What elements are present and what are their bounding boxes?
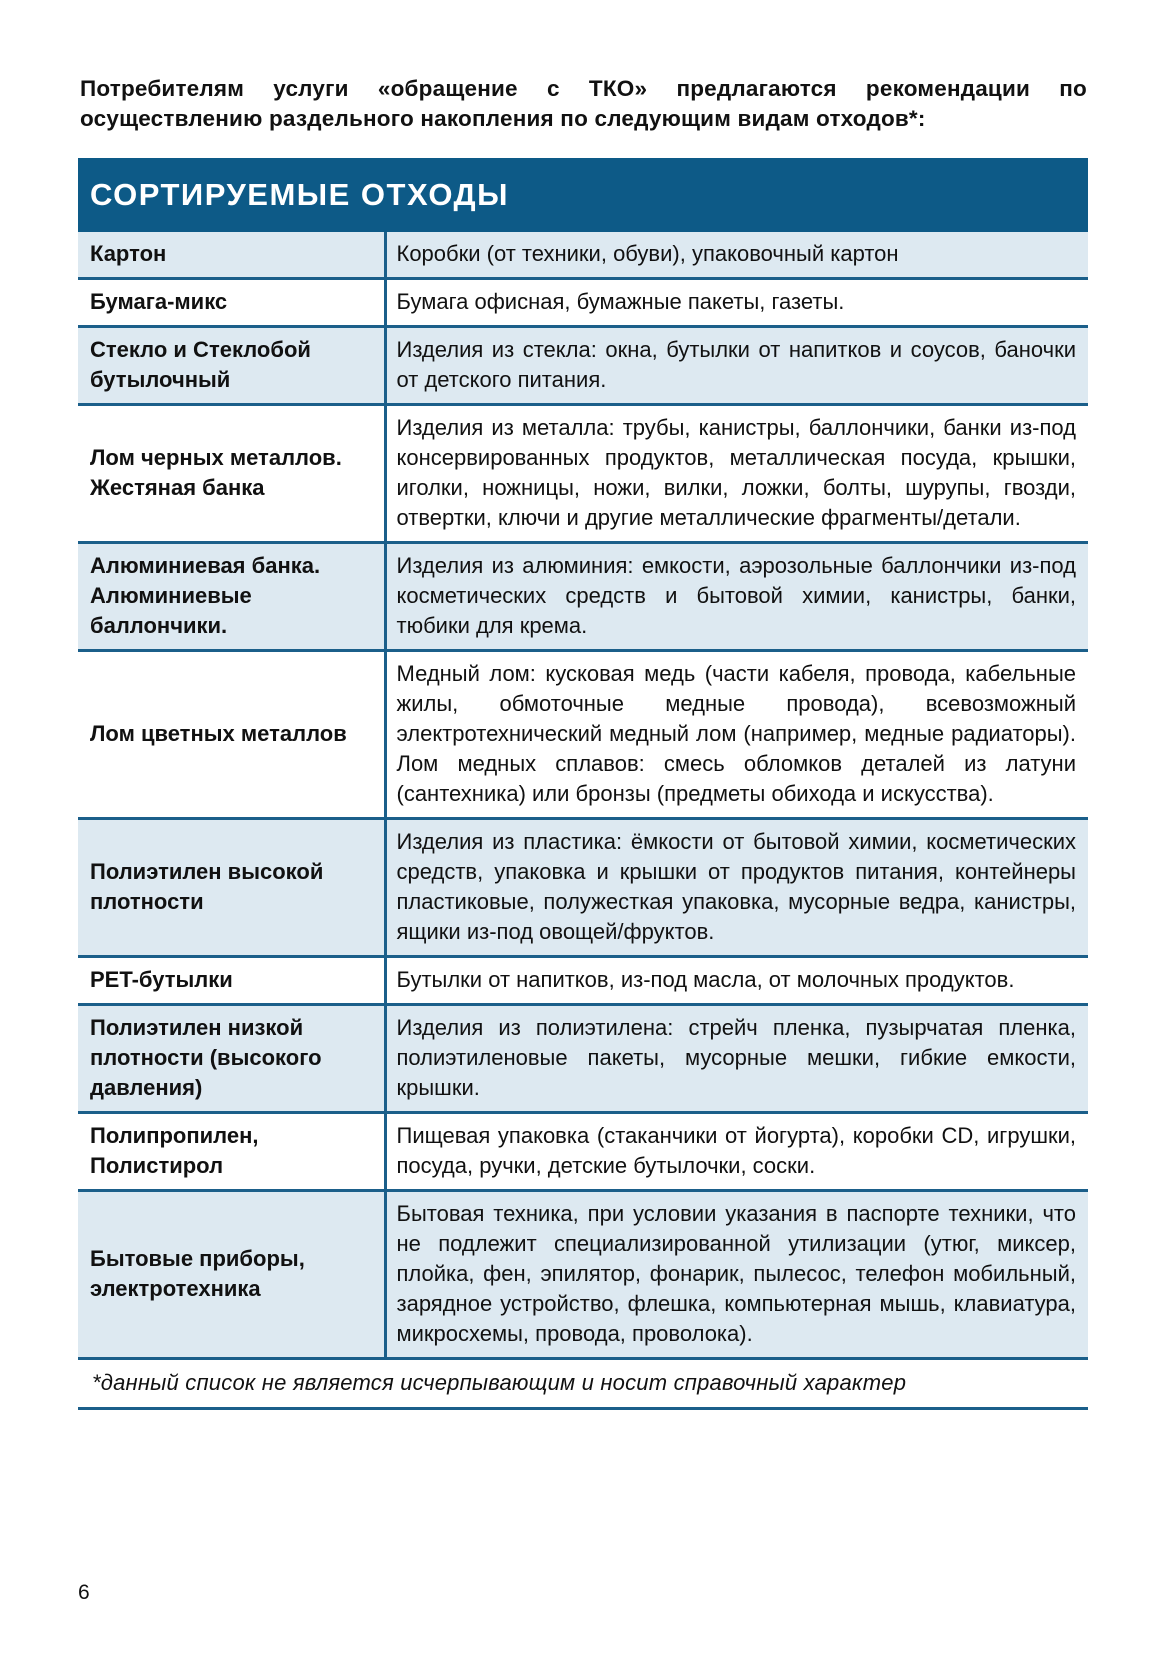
category-cell: Стекло и Стеклобой бутылочный (78, 327, 385, 405)
intro-text: Потребителям услуги «обращение с ТКО» предлагаются рекомендации по осуществлению раздельного накопления по следующим видам отходов*: (80, 76, 1087, 131)
table-row (78, 1005, 1088, 1113)
table-title: СОРТИРУЕМЫЕ ОТХОДЫ (78, 158, 1088, 232)
category-cell: Алюминиевая банка. Алюминиевые баллончики. (78, 543, 385, 651)
table-row (78, 327, 1088, 405)
description-cell: Изделия из полиэтилена: стрейч пленка, пузырчатая пленка, полиэтиленовые пакеты, мусорные мешки, гибкие емкости, крышки. (385, 1005, 1088, 1113)
description-cell: Бутылки от напитков, из-под масла, от молочных продуктов. (385, 957, 1088, 1005)
table-row (78, 1191, 1088, 1359)
category-cell: Бумага-микс (78, 279, 385, 327)
description-cell: Медный лом: кусковая медь (части кабеля, провода, кабельные жилы, обмоточные медные провода), всевозможный электротехнический медный лом (например, медные радиаторы). Лом медных сплавов: смесь обломков деталей из латуни (сантехника) или бронзы (предметы обихода и искусства). (385, 651, 1088, 819)
description-cell: Пищевая упаковка (стаканчики от йогурта), коробки CD, игрушки, посуда, ручки, детские бутылочки, соски. (385, 1113, 1088, 1191)
description-cell: Изделия из пластика: ёмкости от бытовой химии, косметических средств, упаковка и крышки от продуктов питания, контейнеры пластиковые, полужесткая упаковка, мусорные ведра, канистры, ящики из-под овощей/фруктов. (385, 819, 1088, 957)
table-row (78, 957, 1088, 1005)
category-cell: Полиэтилен высокой плотности (78, 819, 385, 957)
description-cell: Изделия из алюминия: емкости, аэрозольные баллончики из-под косметических средств и бытовой химии, канистры, банки, тюбики для крема. (385, 543, 1088, 651)
table-row (78, 405, 1088, 543)
description-cell: Бытовая техника, при условии указания в паспорте техники, что не подлежит специализированной утилизации (утюг, миксер, плойка, фен, эпилятор, фонарик, пылесос, телефон мобильный, зарядное устройство, флешка, компьютерная мышь, клавиатура, микросхемы, провода, проволока). (385, 1191, 1088, 1359)
description-cell: Изделия из металла: трубы, канистры, баллончики, банки из-под консервированных продуктов, металлическая посуда, крышки, иголки, ножницы, ножи, вилки, ложки, болты, шурупы, гвозди, отвертки, ключи и другие металлические фрагменты/детали. (385, 405, 1088, 543)
table-row (78, 1113, 1088, 1191)
table-row (78, 279, 1088, 327)
waste-table (78, 232, 1088, 1360)
category-cell: Полипропилен, Полистирол (78, 1113, 385, 1191)
description-cell: Бумага офисная, бумажные пакеты, газеты. (385, 279, 1088, 327)
category-cell: Картон (78, 232, 385, 279)
page-number: 6 (78, 1581, 90, 1604)
table-row (78, 651, 1088, 819)
category-cell: PET-бутылки (78, 957, 385, 1005)
footnote: *данный список не является исчерпывающим и носит справочный характер (78, 1360, 1088, 1410)
description-cell: Коробки (от техники, обуви), упаковочный картон (385, 232, 1088, 279)
table-row (78, 232, 1088, 279)
category-cell: Полиэтилен низкой плотности (высокого давления) (78, 1005, 385, 1113)
description-cell: Изделия из стекла: окна, бутылки от напитков и соусов, баночки от детского питания. (385, 327, 1088, 405)
category-cell: Лом черных металлов. Жестяная банка (78, 405, 385, 543)
category-cell: Лом цветных металлов (78, 651, 385, 819)
table-row (78, 819, 1088, 957)
waste-table-container (78, 158, 1088, 1410)
category-cell: Бытовые приборы, электротехника (78, 1191, 385, 1359)
table-row (78, 543, 1088, 651)
